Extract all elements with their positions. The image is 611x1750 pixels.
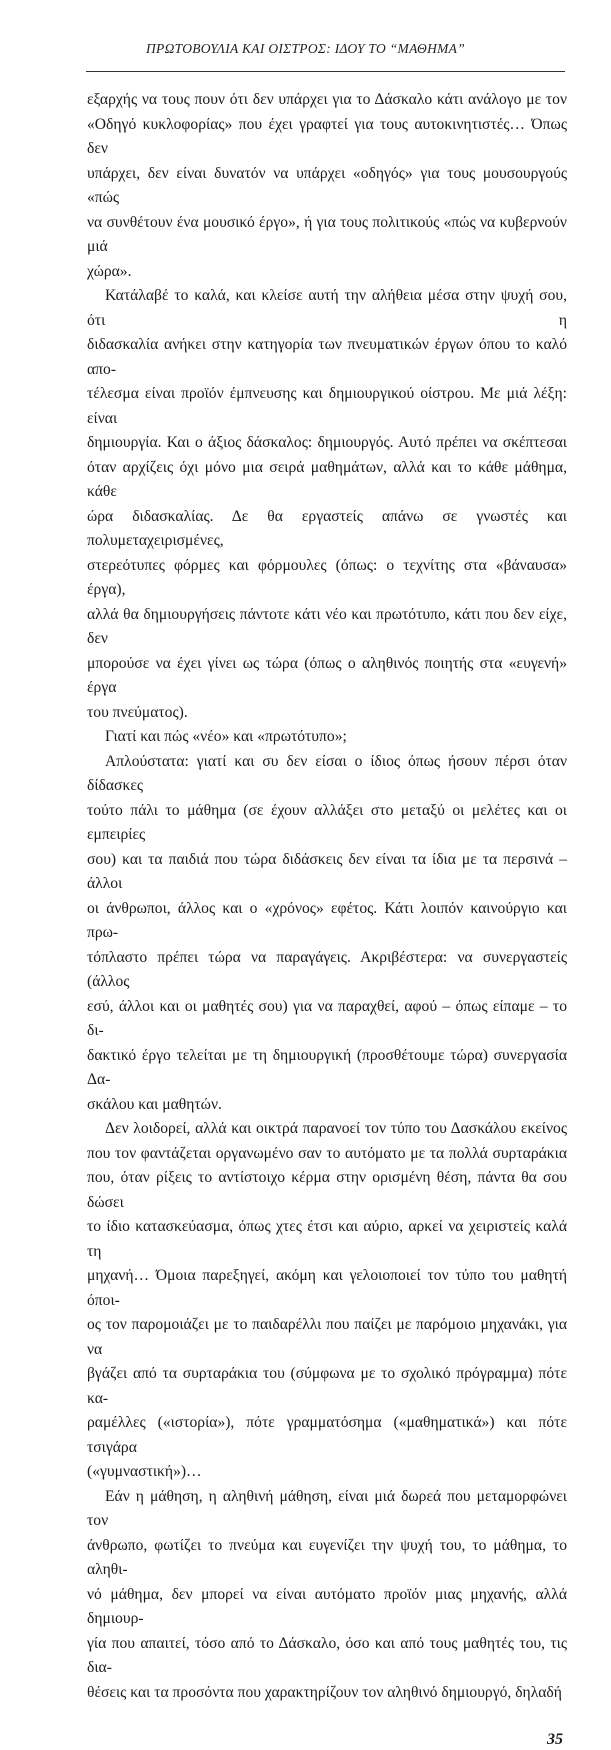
page-number: 35	[547, 1731, 563, 1748]
body-text	[87, 88, 567, 1705]
text-line: ώρα διδασκαλίας. Δε θα εργαστείς απάνω σε γνωστές και πολυμεταχειρισμένες,	[87, 507, 567, 549]
text-line: βγάζει από τα συρταράκια του (σύμφωνα με το σχολικό πρόγραμμα) πότε κα-	[87, 1365, 567, 1407]
running-header: ΠΡΩΤΟΒΟΥΛΙΑ ΚΑΙ ΟΙΣΤΡΟΣ: ΙΔΟΥ ΤΟ “ΜΑΘΗΜΑ”	[145, 41, 466, 56]
paragraph	[87, 1485, 567, 1706]
text-line: Κατάλαβέ το καλά, και κλείσε αυτή την αλήθεια μέσα στην ψυχή σου, ότι η	[87, 287, 567, 329]
text-line: χώρα».	[87, 262, 132, 280]
text-line: τόπλαστο πρέπει τώρα να παραγάγεις. Ακριβέστερα: να συνεργαστείς (άλλος	[87, 948, 567, 990]
paragraph	[87, 725, 567, 750]
text-line: Γιατί και πώς «νέο» και «πρωτότυπο»;	[105, 728, 347, 745]
text-line: που, όταν ρίξεις το αντίστοιχο κέρμα στην ορισμένη θέση, πάντα θα σου δώσει	[87, 1169, 567, 1211]
text-line: τέλεσμα είναι προϊόν έμπνευσης και δημιουργικού οίστρου. Με μιά λέξη: είναι	[87, 385, 567, 427]
text-line: σκάλου και μαθητών.	[87, 1095, 222, 1113]
text-line: θέσεις και τα προσόντα που χαρακτηρίζουν τον αληθινό δημιουργό, δηλαδή	[87, 1683, 562, 1701]
text-line: διδασκαλία ανήκει στην κατηγορία των πνευματικών έργων όπου το καλό απο-	[87, 336, 567, 378]
text-line: Δεν λοιδορεί, αλλά και οικτρά παρανοεί τον τύπο του Δασκάλου εκείνος	[105, 1120, 567, 1137]
text-line: «Οδηγό κυκλοφορίας» που έχει γραφτεί για τους αυτοκινητιστές… Όπως δεν	[87, 115, 567, 157]
text-line: μπορούσε να έχει γίνει ως τώρα (όπως ο αληθινός ποιητής στα «ευγενή» έργα	[87, 654, 567, 696]
text-line: όταν αρχίζεις όχι μόνο μια σειρά μαθημάτων, αλλά και το κάθε μάθημα, κάθε	[87, 458, 567, 500]
text-line: Απλούστατα: γιατί και συ δεν είσαι ο ίδιος όπως ήσουν πέρσι όταν δίδασκες	[87, 752, 567, 794]
text-line: μηχανή… Όμοια παρεξηγεί, ακόμη και γελοιοποιεί τον τύπο του μαθητή όποι-	[87, 1267, 567, 1309]
text-line: το ίδιο κατασκεύασμα, όπως χτες έτσι και αύριο, αρκεί να χειριστείς καλά τη	[87, 1218, 567, 1260]
text-line: («γυμναστική»)…	[87, 1463, 202, 1480]
paragraph	[87, 88, 567, 284]
text-line: αλλά θα δημιουργήσεις πάντοτε κάτι νέο και πρωτότυπο, κάτι που δεν είχε, δεν	[87, 605, 567, 647]
header-rule	[86, 71, 565, 72]
text-line: Εάν η μάθηση, η αληθινή μάθηση, είναι μιά δωρεά που μεταμορφώνει τον	[87, 1487, 567, 1529]
text-line: ραμέλλες («ιστορία»), πότε γραμματόσημα («μαθηματικά») και πότε τσιγάρα	[87, 1414, 567, 1456]
text-line: εσύ, άλλοι και οι μαθητές σου) για να παραχθεί, αφού – όπως είπαμε – το δι-	[87, 997, 567, 1039]
text-line: στερεότυπες φόρμες και φόρμουλες (όπως: ο τεχνίτης στα «βάναυσα» έργα),	[87, 556, 567, 598]
text-line: οι άνθρωποι, άλλος και ο «χρόνος» εφέτος. Κάτι λοιπόν καινούργιο και πρω-	[87, 899, 567, 941]
text-line: σου) και τα παιδιά που τώρα διδάσκεις δεν είναι τα ίδια με τα περσινά – άλλοι	[87, 850, 567, 892]
page-content	[87, 88, 567, 1750]
text-line: εξαρχής να τους πουν ότι δεν υπάρχει για το Δάσκαλο κάτι ανάλογο με τον	[87, 91, 567, 108]
text-line: νό μάθημα, δεν μπορεί να είναι αυτόματο προϊόν μιας μηχανής, αλλά δημιουρ-	[87, 1585, 567, 1627]
paragraph	[87, 284, 567, 725]
paragraph	[87, 1117, 567, 1485]
text-line: τούτο πάλι το μάθημα (σε έχουν αλλάξει στο μεταξύ οι μελέτες και οι εμπειρίες	[87, 801, 567, 843]
text-line: δημιουργία. Και ο άξιος δάσκαλος: δημιουργός. Αυτό πρέπει να σκέπτεσαι	[87, 434, 567, 451]
text-line: να συνθέτουν ένα μουσικό έργο», ή για τους πολιτικούς «πώς να κυβερνούν μιά	[87, 213, 567, 255]
paragraph	[87, 750, 567, 1118]
text-line: του πνεύματος).	[87, 703, 188, 721]
text-line: άνθρωπο, φωτίζει το πνεύμα και ευγενίζει την ψυχή του, το μάθημα, το αληθι-	[87, 1536, 567, 1578]
text-line: που τον φαντάζεται οργανωμένο σαν το αυτόματο με τα πολλά συρταράκια	[87, 1144, 567, 1162]
text-line: δακτικό έργο τελείται με τη δημιουργική (προσθέτουμε τώρα) συνεργασία Δα-	[87, 1046, 567, 1088]
text-line: υπάρχει, δεν είναι δυνατόν να υπάρχει «οδηγός» για τους μουσουργούς «πώς	[87, 164, 567, 206]
text-line: γία που απαιτεί, τόσο από το Δάσκαλο, όσο και από τους μαθητές του, τις δια-	[87, 1634, 567, 1676]
text-line: ος τον παρομοιάζει με το παιδαρέλλι που παίζει με παρόμοιο μηχανάκι, για να	[87, 1316, 567, 1358]
